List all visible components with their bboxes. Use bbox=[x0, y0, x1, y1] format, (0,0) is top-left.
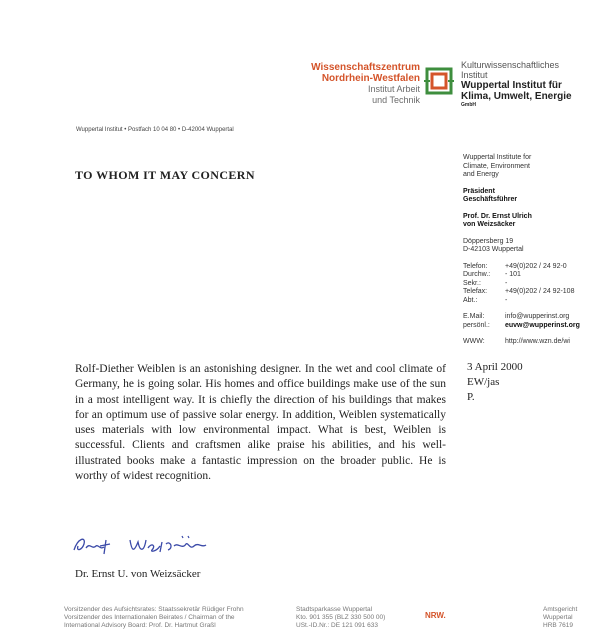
contact-value: +49(0)202 / 24 92-0 bbox=[505, 262, 567, 270]
header-left-line: Institut Arbeit bbox=[367, 84, 420, 94]
info-line: Wuppertal Institute for bbox=[463, 154, 532, 161]
letter-body: Rolf-Diether Weiblen is an astonishing designer. In the wet and cool climate of Germany, he is going solar. His homes and office buildings make use of the sun in a most intelligent way. It is chiefly the direction of his buildings that makes for an optimum use of passive solar energy. In addition, Weiblen systematically uses materials with low environmental impact. What is best, Weiblen is successful. Clients and craftsmen alike praise his abilities, and his well-illustrated books make a fantastic impression on the broader public. He is worthy of widest recognition. bbox=[75, 363, 446, 483]
email-row bbox=[463, 313, 580, 322]
date-reference-block bbox=[467, 360, 523, 405]
contact-label: Abt.: bbox=[463, 296, 478, 304]
postal-sender-line: Wuppertal Institut • Postfach 10 04 80 • D-42004 Wuppertal bbox=[76, 127, 234, 133]
contact-row bbox=[463, 297, 580, 306]
footer-line: International Advisory Board: Prof. Dr. Hartmut Graßl bbox=[64, 622, 216, 629]
letter-date: 3 April 2000 bbox=[467, 361, 523, 373]
role-line: Präsident bbox=[463, 187, 495, 195]
contact-label: Sekr.: bbox=[463, 279, 481, 287]
email-label: persönl.: bbox=[463, 321, 490, 329]
institute-legal-form: GmbH bbox=[461, 102, 476, 108]
contact-label: Telefax: bbox=[463, 288, 488, 295]
header-left-line: Nordrhein-Westfalen bbox=[321, 73, 420, 84]
email-value: euvw@wupperinst.org bbox=[505, 321, 580, 329]
footer-line: Amtsgericht bbox=[543, 606, 578, 613]
footer-line: Vorsitzender des Aufsichtsrates: Staatssekretär Rüdiger Frohn bbox=[64, 606, 244, 613]
reference-initials: EW/jas bbox=[467, 376, 500, 388]
role-line: Geschäftsführer bbox=[463, 196, 518, 203]
web-label: WWW: bbox=[463, 338, 485, 345]
header-right-line: Kulturwissenschaftliches bbox=[461, 60, 560, 70]
footer-line: Stadtsparkasse Wuppertal bbox=[296, 606, 373, 613]
signer-name: Dr. Ernst U. von Weizsäcker bbox=[75, 568, 201, 580]
header-left-line: Wissenschaftszentrum bbox=[311, 62, 420, 73]
email-row bbox=[463, 322, 580, 331]
header-right-line: Institut bbox=[461, 70, 488, 80]
footer-court-info bbox=[543, 606, 577, 630]
address-line: Döppersberg 19 bbox=[463, 237, 514, 245]
institute-name: Wuppertal Institut für bbox=[461, 80, 562, 91]
contact-row bbox=[463, 271, 580, 280]
footer-line: HRB 7619 bbox=[543, 622, 573, 629]
wuppertal-institut-logo bbox=[424, 66, 454, 96]
header-left-line: und Technik bbox=[372, 95, 420, 105]
header-left-block bbox=[311, 62, 420, 106]
contact-label: Telefon: bbox=[463, 262, 488, 270]
footer-board-info bbox=[64, 606, 244, 630]
info-line: and Energy bbox=[463, 171, 499, 178]
footer-bank-info bbox=[296, 606, 385, 630]
footer-line: USt.-ID.Nr.: DE 121 091 633 bbox=[296, 622, 379, 629]
footer-line: Vorsitzender des Internationalen Beirates / Chairman of the bbox=[64, 614, 235, 621]
info-line: Climate, Environment bbox=[463, 162, 530, 170]
reference-mark: P. bbox=[467, 391, 475, 403]
contact-row bbox=[463, 263, 580, 272]
contact-value: - bbox=[505, 296, 508, 304]
contact-value: - bbox=[505, 279, 508, 287]
footer-line: Wuppertal bbox=[543, 614, 573, 621]
web-row bbox=[463, 338, 580, 347]
address-line: D-42103 Wuppertal bbox=[463, 246, 524, 253]
institute-name: Klima, Umwelt, Energie bbox=[461, 91, 572, 102]
contact-row bbox=[463, 288, 580, 297]
nrw-logo-text: NRW. bbox=[425, 611, 446, 620]
contact-row bbox=[463, 280, 580, 289]
contact-label: Durchw.: bbox=[463, 271, 491, 278]
handwritten-signature bbox=[70, 530, 240, 562]
contact-info-column bbox=[463, 154, 580, 347]
contact-value: +49(0)202 / 24 92-108 bbox=[505, 288, 575, 295]
salutation: TO WHOM IT MAY CONCERN bbox=[75, 168, 255, 182]
name-line: von Weizsäcker bbox=[463, 221, 516, 228]
name-line: Prof. Dr. Ernst Ulrich bbox=[463, 212, 532, 220]
header-right-block bbox=[461, 60, 572, 108]
footer-line: Kto. 901 355 (BLZ 330 500 00) bbox=[296, 614, 386, 621]
web-value: http://www.wzn.de/wi bbox=[505, 338, 570, 345]
contact-value: - 101 bbox=[505, 271, 521, 278]
email-label: E.Mail: bbox=[463, 313, 485, 320]
nrw-logo bbox=[425, 611, 446, 620]
email-value: info@wupperinst.org bbox=[505, 313, 570, 320]
